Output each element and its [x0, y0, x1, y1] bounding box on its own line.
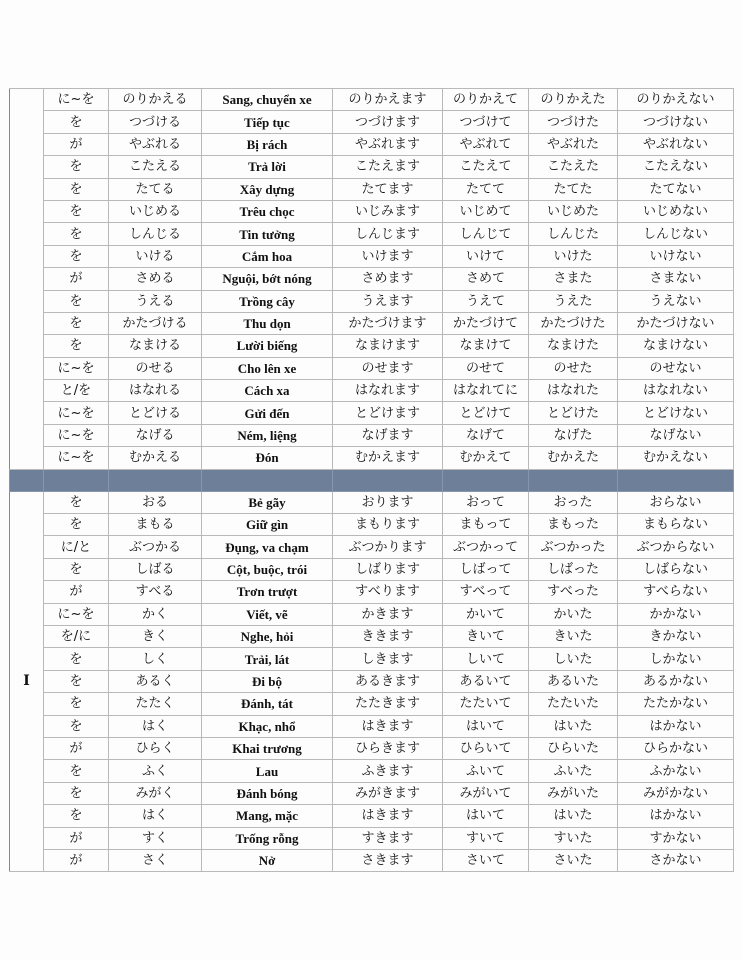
meaning-cell: Thu dọn — [202, 312, 333, 334]
nai-form-cell: おらない — [618, 491, 734, 513]
ta-form-cell: いけた — [529, 245, 618, 267]
masu-form-cell: のりかえます — [333, 89, 443, 111]
ta-form-cell: はなれた — [529, 380, 618, 402]
verb-dictionary-cell: まもる — [109, 514, 202, 536]
te-form-cell: つづけて — [443, 111, 529, 133]
ta-form-cell: さまた — [529, 268, 618, 290]
meaning-cell: Cách xa — [202, 380, 333, 402]
separator-cell — [44, 469, 109, 491]
masu-form-cell: ひらきます — [333, 737, 443, 759]
particle-cell: が — [44, 581, 109, 603]
particle-cell: を — [44, 648, 109, 670]
meaning-cell: Khạc, nhổ — [202, 715, 333, 737]
meaning-cell: Trêu chọc — [202, 200, 333, 222]
meaning-cell: Giữ gìn — [202, 514, 333, 536]
nai-form-cell: むかえない — [618, 447, 734, 469]
verb-dictionary-cell: ふく — [109, 760, 202, 782]
ta-form-cell: なまけた — [529, 335, 618, 357]
masu-form-cell: しきます — [333, 648, 443, 670]
masu-form-cell: はきます — [333, 715, 443, 737]
meaning-cell: Trơn trượt — [202, 581, 333, 603]
nai-form-cell: はかない — [618, 715, 734, 737]
particle-cell: を — [44, 670, 109, 692]
ta-form-cell: すべった — [529, 581, 618, 603]
masu-form-cell: むかえます — [333, 447, 443, 469]
group-label-cell: I — [10, 491, 44, 872]
nai-form-cell: いじめない — [618, 200, 734, 222]
ta-form-cell: のせた — [529, 357, 618, 379]
meaning-cell: Lau — [202, 760, 333, 782]
separator-cell — [109, 469, 202, 491]
te-form-cell: かたづけて — [443, 312, 529, 334]
ta-form-cell: つづけた — [529, 111, 618, 133]
nai-form-cell: すかない — [618, 827, 734, 849]
particle-cell: を — [44, 805, 109, 827]
nai-form-cell: かかない — [618, 603, 734, 625]
table-row — [10, 111, 734, 133]
masu-form-cell: はきます — [333, 805, 443, 827]
nai-form-cell: やぶれない — [618, 133, 734, 155]
table-row — [10, 89, 734, 111]
table-row — [10, 357, 734, 379]
particle-cell: が — [44, 849, 109, 871]
meaning-cell: Đụng, va chạm — [202, 536, 333, 558]
table-row — [10, 648, 734, 670]
table-row — [10, 558, 734, 580]
separator-cell — [202, 469, 333, 491]
masu-form-cell: なげます — [333, 424, 443, 446]
ta-form-cell: むかえた — [529, 447, 618, 469]
ta-form-cell: のりかえた — [529, 89, 618, 111]
table-row — [10, 245, 734, 267]
nai-form-cell: ふかない — [618, 760, 734, 782]
nai-form-cell: うえない — [618, 290, 734, 312]
verb-dictionary-cell: なげる — [109, 424, 202, 446]
table-row — [10, 133, 734, 155]
verb-dictionary-cell: のりかえる — [109, 89, 202, 111]
meaning-cell: Gửi đến — [202, 402, 333, 424]
meaning-cell: Cột, buộc, trói — [202, 558, 333, 580]
ta-form-cell: たてた — [529, 178, 618, 200]
nai-form-cell: なげない — [618, 424, 734, 446]
masu-form-cell: うえます — [333, 290, 443, 312]
table-row — [10, 760, 734, 782]
nai-form-cell: はかない — [618, 805, 734, 827]
te-form-cell: まもって — [443, 514, 529, 536]
meaning-cell: Nguội, bớt nóng — [202, 268, 333, 290]
table-row — [10, 156, 734, 178]
table-row — [10, 290, 734, 312]
verb-dictionary-cell: すく — [109, 827, 202, 849]
verb-dictionary-cell: きく — [109, 625, 202, 647]
verb-dictionary-cell: あるく — [109, 670, 202, 692]
ta-form-cell: うえた — [529, 290, 618, 312]
te-form-cell: こたえて — [443, 156, 529, 178]
particle-cell: を — [44, 491, 109, 513]
nai-form-cell: たたかない — [618, 693, 734, 715]
masu-form-cell: のせます — [333, 357, 443, 379]
verb-dictionary-cell: しばる — [109, 558, 202, 580]
separator-cell — [529, 469, 618, 491]
te-form-cell: とどけて — [443, 402, 529, 424]
ta-form-cell: しいた — [529, 648, 618, 670]
verb-dictionary-cell: つづける — [109, 111, 202, 133]
verb-dictionary-cell: しんじる — [109, 223, 202, 245]
te-form-cell: ふいて — [443, 760, 529, 782]
nai-form-cell: はなれない — [618, 380, 734, 402]
meaning-cell: Đánh, tát — [202, 693, 333, 715]
verb-dictionary-cell: はく — [109, 805, 202, 827]
te-form-cell: さめて — [443, 268, 529, 290]
meaning-cell: Trải, lát — [202, 648, 333, 670]
te-form-cell: たたいて — [443, 693, 529, 715]
nai-form-cell: ぶつからない — [618, 536, 734, 558]
particle-cell: が — [44, 827, 109, 849]
particle-cell: を — [44, 312, 109, 334]
nai-form-cell: あるかない — [618, 670, 734, 692]
masu-form-cell: はなれます — [333, 380, 443, 402]
particle-cell: を — [44, 715, 109, 737]
verb-dictionary-cell: はく — [109, 715, 202, 737]
page-top-margin — [0, 0, 742, 88]
particle-cell: を — [44, 156, 109, 178]
meaning-cell: Khai trương — [202, 737, 333, 759]
meaning-cell: Sang, chuyển xe — [202, 89, 333, 111]
te-form-cell: のりかえて — [443, 89, 529, 111]
particle-cell: を — [44, 782, 109, 804]
ta-form-cell: みがいた — [529, 782, 618, 804]
nai-form-cell: たてない — [618, 178, 734, 200]
te-form-cell: しばって — [443, 558, 529, 580]
masu-form-cell: ききます — [333, 625, 443, 647]
nai-form-cell: すべらない — [618, 581, 734, 603]
table-row — [10, 603, 734, 625]
table-row — [10, 491, 734, 513]
masu-form-cell: みがきます — [333, 782, 443, 804]
verb-dictionary-cell: かく — [109, 603, 202, 625]
particle-cell: に~を — [44, 447, 109, 469]
masu-form-cell: さきます — [333, 849, 443, 871]
verb-dictionary-cell: はなれる — [109, 380, 202, 402]
ta-form-cell: まもった — [529, 514, 618, 536]
table-row — [10, 402, 734, 424]
te-form-cell: のせて — [443, 357, 529, 379]
group-label-cell — [10, 89, 44, 470]
meaning-cell: Trồng cây — [202, 290, 333, 312]
separator-cell — [333, 469, 443, 491]
te-form-cell: あるいて — [443, 670, 529, 692]
masu-form-cell: すきます — [333, 827, 443, 849]
particle-cell: を — [44, 178, 109, 200]
meaning-cell: Đánh bóng — [202, 782, 333, 804]
ta-form-cell: ふいた — [529, 760, 618, 782]
table-row — [10, 335, 734, 357]
particle-cell: を — [44, 290, 109, 312]
masu-form-cell: さめます — [333, 268, 443, 290]
meaning-cell: Cắm hoa — [202, 245, 333, 267]
table-row — [10, 715, 734, 737]
verb-dictionary-cell: おる — [109, 491, 202, 513]
verb-dictionary-cell: とどける — [109, 402, 202, 424]
verb-dictionary-cell: いける — [109, 245, 202, 267]
masu-form-cell: ぶつかります — [333, 536, 443, 558]
particle-cell: に~を — [44, 357, 109, 379]
particle-cell: が — [44, 737, 109, 759]
nai-form-cell: さかない — [618, 849, 734, 871]
ta-form-cell: やぶれた — [529, 133, 618, 155]
separator-cell — [10, 469, 44, 491]
meaning-cell: Xây dựng — [202, 178, 333, 200]
masu-form-cell: たたきます — [333, 693, 443, 715]
nai-form-cell: しんじない — [618, 223, 734, 245]
table-row — [10, 178, 734, 200]
meaning-cell: Đón — [202, 447, 333, 469]
verb-dictionary-cell: うえる — [109, 290, 202, 312]
te-form-cell: やぶれて — [443, 133, 529, 155]
ta-form-cell: ぶつかった — [529, 536, 618, 558]
table-row — [10, 447, 734, 469]
verb-dictionary-cell: しく — [109, 648, 202, 670]
meaning-cell: Trống rỗng — [202, 827, 333, 849]
meaning-cell: Tiếp tục — [202, 111, 333, 133]
table-row — [10, 625, 734, 647]
masu-form-cell: しばります — [333, 558, 443, 580]
table-row — [10, 581, 734, 603]
table-row — [10, 827, 734, 849]
table-row — [10, 805, 734, 827]
meaning-cell: Mang, mặc — [202, 805, 333, 827]
table-row — [10, 693, 734, 715]
nai-form-cell: こたえない — [618, 156, 734, 178]
te-form-cell: きいて — [443, 625, 529, 647]
table-row — [10, 312, 734, 334]
masu-form-cell: なまけます — [333, 335, 443, 357]
ta-form-cell: あるいた — [529, 670, 618, 692]
meaning-cell: Trả lời — [202, 156, 333, 178]
ta-form-cell: とどけた — [529, 402, 618, 424]
particle-cell: を — [44, 693, 109, 715]
verb-dictionary-cell: ひらく — [109, 737, 202, 759]
meaning-cell: Cho lên xe — [202, 357, 333, 379]
particle-cell: に/と — [44, 536, 109, 558]
masu-form-cell: まもります — [333, 514, 443, 536]
verb-dictionary-cell: さく — [109, 849, 202, 871]
ta-form-cell: しばった — [529, 558, 618, 580]
te-form-cell: しいて — [443, 648, 529, 670]
masu-form-cell: ふきます — [333, 760, 443, 782]
masu-form-cell: かたづけます — [333, 312, 443, 334]
particle-cell: を — [44, 335, 109, 357]
ta-form-cell: おった — [529, 491, 618, 513]
nai-form-cell: まもらない — [618, 514, 734, 536]
meaning-cell: Nghe, hỏi — [202, 625, 333, 647]
nai-form-cell: かたづけない — [618, 312, 734, 334]
table-row — [10, 536, 734, 558]
particle-cell: を — [44, 223, 109, 245]
table-row — [10, 424, 734, 446]
nai-form-cell: つづけない — [618, 111, 734, 133]
te-form-cell: おって — [443, 491, 529, 513]
te-form-cell: みがいて — [443, 782, 529, 804]
nai-form-cell: しばらない — [618, 558, 734, 580]
verb-dictionary-cell: たたく — [109, 693, 202, 715]
te-form-cell: かいて — [443, 603, 529, 625]
table-row — [10, 670, 734, 692]
te-form-cell: ぶつかって — [443, 536, 529, 558]
table-row — [10, 514, 734, 536]
particle-cell: と/を — [44, 380, 109, 402]
ta-form-cell: はいた — [529, 805, 618, 827]
separator-cell — [618, 469, 734, 491]
ta-form-cell: かたづけた — [529, 312, 618, 334]
te-form-cell: すいて — [443, 827, 529, 849]
particle-cell: に~を — [44, 603, 109, 625]
table-row — [10, 200, 734, 222]
ta-form-cell: なげた — [529, 424, 618, 446]
particle-cell: を — [44, 200, 109, 222]
verb-dictionary-cell: こたえる — [109, 156, 202, 178]
masu-form-cell: とどけます — [333, 402, 443, 424]
meaning-cell: Ném, liệng — [202, 424, 333, 446]
ta-form-cell: たたいた — [529, 693, 618, 715]
te-form-cell: ひらいて — [443, 737, 529, 759]
separator-cell — [443, 469, 529, 491]
te-form-cell: うえて — [443, 290, 529, 312]
masu-form-cell: あるきます — [333, 670, 443, 692]
verb-dictionary-cell: たてる — [109, 178, 202, 200]
ta-form-cell: きいた — [529, 625, 618, 647]
particle-cell: を — [44, 111, 109, 133]
group-separator-row — [10, 469, 734, 491]
ta-form-cell: かいた — [529, 603, 618, 625]
table-row — [10, 380, 734, 402]
te-form-cell: いじめて — [443, 200, 529, 222]
ta-form-cell: ひらいた — [529, 737, 618, 759]
particle-cell: を — [44, 760, 109, 782]
nai-form-cell: のりかえない — [618, 89, 734, 111]
verb-dictionary-cell: いじめる — [109, 200, 202, 222]
meaning-cell: Tin tưởng — [202, 223, 333, 245]
te-form-cell: はいて — [443, 805, 529, 827]
verb-dictionary-cell: むかえる — [109, 447, 202, 469]
ta-form-cell: いじめた — [529, 200, 618, 222]
nai-form-cell: さまない — [618, 268, 734, 290]
particle-cell: を — [44, 245, 109, 267]
masu-form-cell: いけます — [333, 245, 443, 267]
te-form-cell: むかえて — [443, 447, 529, 469]
te-form-cell: たてて — [443, 178, 529, 200]
table-row — [10, 737, 734, 759]
nai-form-cell: とどけない — [618, 402, 734, 424]
ta-form-cell: こたえた — [529, 156, 618, 178]
particle-cell: に~を — [44, 89, 109, 111]
particle-cell: を — [44, 514, 109, 536]
meaning-cell: Bẻ gãy — [202, 491, 333, 513]
meaning-cell: Lười biếng — [202, 335, 333, 357]
particle-cell: が — [44, 133, 109, 155]
verb-dictionary-cell: すべる — [109, 581, 202, 603]
nai-form-cell: いけない — [618, 245, 734, 267]
masu-form-cell: かきます — [333, 603, 443, 625]
te-form-cell: はなれてに — [443, 380, 529, 402]
te-form-cell: さいて — [443, 849, 529, 871]
te-form-cell: なげて — [443, 424, 529, 446]
table-row — [10, 223, 734, 245]
nai-form-cell: なまけない — [618, 335, 734, 357]
verb-dictionary-cell: やぶれる — [109, 133, 202, 155]
te-form-cell: なまけて — [443, 335, 529, 357]
verb-dictionary-cell: のせる — [109, 357, 202, 379]
verb-dictionary-cell: ぶつかる — [109, 536, 202, 558]
ta-form-cell: さいた — [529, 849, 618, 871]
particle-cell: を/に — [44, 625, 109, 647]
te-form-cell: しんじて — [443, 223, 529, 245]
particle-cell: を — [44, 558, 109, 580]
ta-form-cell: しんじた — [529, 223, 618, 245]
masu-form-cell: おります — [333, 491, 443, 513]
masu-form-cell: つづけます — [333, 111, 443, 133]
ta-form-cell: すいた — [529, 827, 618, 849]
masu-form-cell: いじみます — [333, 200, 443, 222]
meaning-cell: Viết, vẽ — [202, 603, 333, 625]
te-form-cell: すべって — [443, 581, 529, 603]
nai-form-cell: のせない — [618, 357, 734, 379]
table-row — [10, 782, 734, 804]
masu-form-cell: こたえます — [333, 156, 443, 178]
nai-form-cell: ひらかない — [618, 737, 734, 759]
meaning-cell: Bị rách — [202, 133, 333, 155]
verb-dictionary-cell: なまける — [109, 335, 202, 357]
masu-form-cell: すべります — [333, 581, 443, 603]
verb-dictionary-cell: さめる — [109, 268, 202, 290]
verb-conjugation-table — [9, 88, 734, 872]
verb-dictionary-cell: みがく — [109, 782, 202, 804]
nai-form-cell: みがかない — [618, 782, 734, 804]
masu-form-cell: やぶれます — [333, 133, 443, 155]
nai-form-cell: きかない — [618, 625, 734, 647]
masu-form-cell: しんじます — [333, 223, 443, 245]
masu-form-cell: たてます — [333, 178, 443, 200]
table-row — [10, 268, 734, 290]
ta-form-cell: はいた — [529, 715, 618, 737]
particle-cell: が — [44, 268, 109, 290]
particle-cell: に~を — [44, 424, 109, 446]
te-form-cell: はいて — [443, 715, 529, 737]
meaning-cell: Nở — [202, 849, 333, 871]
nai-form-cell: しかない — [618, 648, 734, 670]
particle-cell: に~を — [44, 402, 109, 424]
meaning-cell: Đi bộ — [202, 670, 333, 692]
te-form-cell: いけて — [443, 245, 529, 267]
verb-dictionary-cell: かたづける — [109, 312, 202, 334]
table-row — [10, 849, 734, 871]
